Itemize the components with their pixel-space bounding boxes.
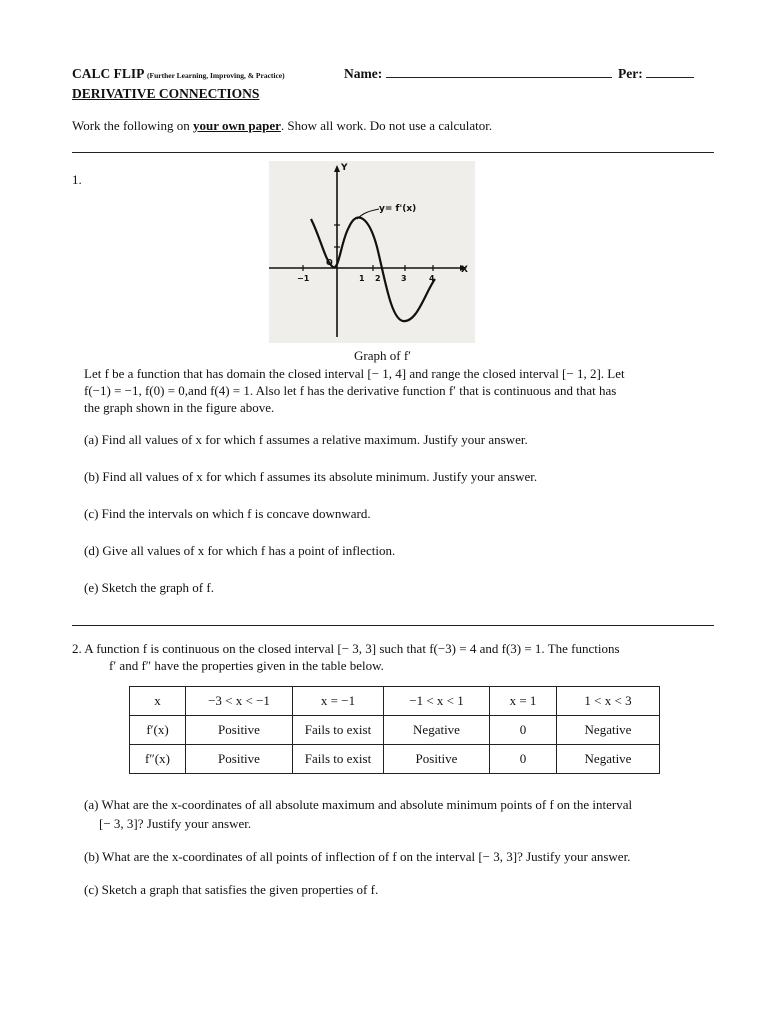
- table-cell: Negative: [557, 716, 660, 745]
- y-axis-arrow: [334, 165, 340, 172]
- table-row: [130, 716, 660, 745]
- table-header-cell: x = −1: [293, 687, 384, 716]
- problem2-part-c: (c) Sketch a graph that satisfies the given properties of f.: [84, 882, 379, 897]
- period-field: [618, 66, 694, 82]
- table-row: [130, 745, 660, 774]
- x-axis-label: X: [461, 265, 468, 275]
- problem1-part-b: (b) Find all values of x for which f assumes its absolute minimum. Justify your answer.: [84, 469, 538, 484]
- course-title: CALC FLIP: [72, 66, 144, 81]
- y-axis-label: Y: [341, 163, 348, 173]
- tick-label: 3: [401, 274, 407, 283]
- problem1-number: 1.: [72, 172, 82, 187]
- problem1-part-e: (e) Sketch the graph of f.: [84, 580, 214, 595]
- instructions-emphasis: your own paper: [193, 118, 281, 133]
- figure-caption: Graph of f′: [354, 348, 411, 363]
- table-cell: Positive: [384, 745, 490, 774]
- table-cell: f′(x): [130, 716, 186, 745]
- problem1-part-d: (d) Give all values of x for which f has a point of inflection.: [84, 543, 396, 558]
- derivative-graph-figure: [269, 161, 475, 343]
- tick-label: 1: [359, 274, 365, 283]
- table-cell: 0: [490, 745, 557, 774]
- table-cell: Negative: [384, 716, 490, 745]
- problem1-text-line3: the graph shown in the figure above.: [84, 400, 275, 415]
- course-subtitle: (Further Learning, Improving, & Practice): [147, 71, 285, 80]
- tick-label: −1: [297, 274, 310, 283]
- tick-label: 4: [429, 274, 435, 283]
- per-line[interactable]: [646, 77, 694, 78]
- instructions-pre: Work the following on: [72, 118, 193, 133]
- table-header-cell: −3 < x < −1: [186, 687, 293, 716]
- derivative-graph: [269, 161, 475, 343]
- table-cell: Positive: [186, 745, 293, 774]
- table-header-cell: −1 < x < 1: [384, 687, 490, 716]
- tick-label: 2: [375, 274, 381, 283]
- curve-label: y= f'(x): [379, 204, 417, 214]
- table-cell: Negative: [557, 745, 660, 774]
- instructions-post: . Show all work. Do not use a calculator.: [280, 118, 493, 133]
- table-header-cell: x = 1: [490, 687, 557, 716]
- problem1-part-c: (c) Find the intervals on which f is concave downward.: [84, 506, 371, 521]
- header-course: [72, 66, 285, 82]
- properties-table: [129, 686, 660, 774]
- table-header-row: [130, 687, 660, 716]
- problem1-part-a: (a) Find all values of x for which f assumes a relative maximum. Justify your answer.: [84, 432, 528, 447]
- instructions: [72, 118, 492, 134]
- origin-label: O: [326, 258, 333, 267]
- worksheet-title: DERIVATIVE CONNECTIONS: [72, 86, 260, 101]
- problem1-text-line2: f(−1) = −1, f(0) = 0,and f(4) = 1. Also let f has the derivative function f′ that is continuous and that has: [84, 383, 617, 398]
- divider-1: [72, 152, 714, 153]
- problem2-part-b: (b) What are the x-coordinates of all points of inflection of f on the interval [− 3, 3]? Justify your answer.: [84, 849, 631, 864]
- table-cell: Positive: [186, 716, 293, 745]
- problem2-line2: f′ and f″ have the properties given in the table below.: [109, 658, 384, 673]
- divider-2: [72, 625, 714, 626]
- table-cell: f″(x): [130, 745, 186, 774]
- problem1-text-line1: Let f be a function that has domain the closed interval [− 1, 4] and range the closed interval [− 1, 2]. Let: [84, 366, 625, 381]
- problem2-line1: 2. A function f is continuous on the closed interval [− 3, 3] such that f(−3) = 4 and f(3) = 1. The functions: [72, 641, 620, 656]
- table-cell: Fails to exist: [293, 716, 384, 745]
- table-header-cell: 1 < x < 3: [557, 687, 660, 716]
- name-field: [344, 66, 612, 82]
- problem2-part-a-cont: [− 3, 3]? Justify your answer.: [99, 816, 252, 831]
- table-header-cell: x: [130, 687, 186, 716]
- name-label: Name:: [344, 66, 383, 81]
- problem2-part-a: (a) What are the x-coordinates of all absolute maximum and absolute minimum points of f on the interval: [84, 797, 633, 812]
- table-cell: 0: [490, 716, 557, 745]
- name-line[interactable]: [386, 77, 612, 78]
- table-cell: Fails to exist: [293, 745, 384, 774]
- per-label: Per:: [618, 66, 643, 81]
